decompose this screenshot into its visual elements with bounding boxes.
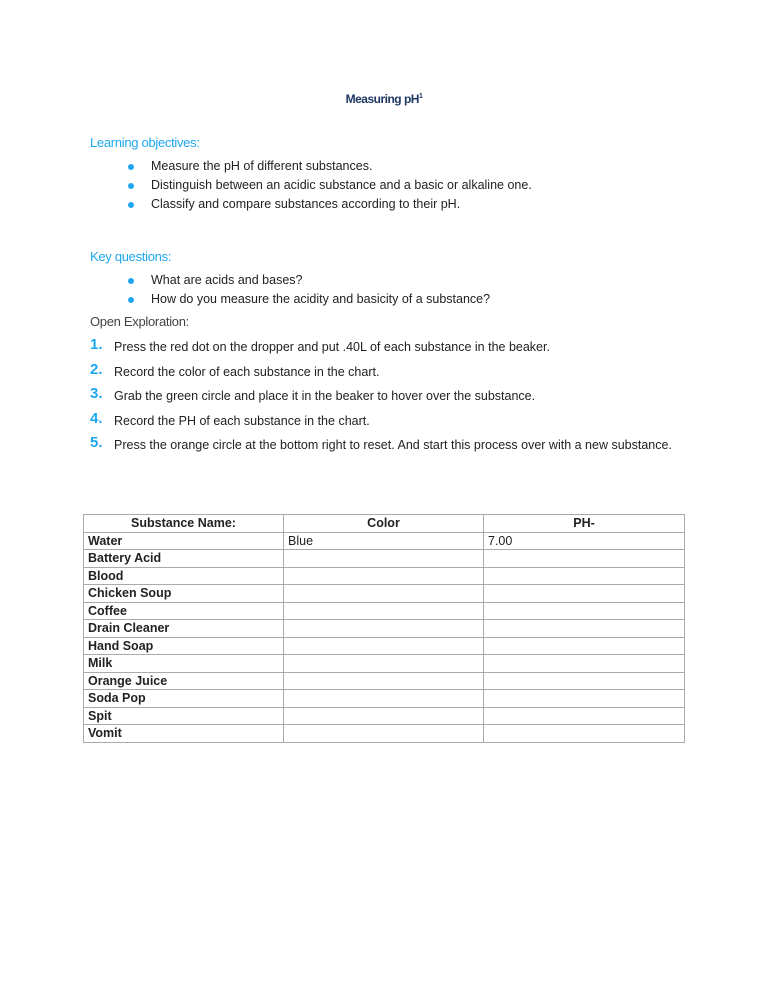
- header-ph: PH-: [484, 515, 685, 533]
- list-item: [127, 195, 532, 214]
- color-cell[interactable]: [284, 585, 484, 603]
- list-item: [127, 290, 490, 309]
- table-row: [84, 690, 685, 708]
- table-row: [84, 585, 685, 603]
- header-substance: Substance Name:: [84, 515, 284, 533]
- color-cell[interactable]: [284, 602, 484, 620]
- color-cell[interactable]: [284, 707, 484, 725]
- ph-cell[interactable]: 7.00: [484, 532, 685, 550]
- step-item: [90, 338, 690, 363]
- step-text: Record the PH of each substance in the chart.: [114, 413, 370, 428]
- table-row: [84, 672, 685, 690]
- page-title: [0, 92, 768, 106]
- table-row: [84, 567, 685, 585]
- item-text: What are acids and bases?: [151, 273, 303, 287]
- step-item: [90, 436, 674, 461]
- learning-objectives-heading: Learning objectives:: [90, 135, 200, 150]
- color-cell[interactable]: [284, 672, 484, 690]
- ph-cell[interactable]: [484, 655, 685, 673]
- table-row: [84, 532, 685, 550]
- table-row: [84, 602, 685, 620]
- color-cell[interactable]: [284, 567, 484, 585]
- ph-cell[interactable]: [484, 637, 685, 655]
- table-header-row: [84, 515, 685, 533]
- list-item: [127, 157, 532, 176]
- bullet-icon: [128, 183, 134, 189]
- substance-cell: Water: [84, 532, 284, 550]
- substance-cell: Soda Pop: [84, 690, 284, 708]
- ph-cell[interactable]: [484, 550, 685, 568]
- open-exploration-heading: Open Exploration:: [90, 314, 189, 329]
- substance-cell: Blood: [84, 567, 284, 585]
- step-number: 1.: [90, 336, 103, 353]
- table-row: [84, 637, 685, 655]
- step-text: Press the orange circle at the bottom right to reset. And start this process over with a new substance.: [114, 438, 672, 452]
- substance-cell: Drain Cleaner: [84, 620, 284, 638]
- bullet-icon: [128, 164, 134, 170]
- table-row: [84, 620, 685, 638]
- header-color: Color: [284, 515, 484, 533]
- substance-cell: Chicken Soup: [84, 585, 284, 603]
- steps-list: [90, 338, 690, 461]
- table-row: [84, 707, 685, 725]
- substance-table: [83, 514, 685, 743]
- substance-cell: Orange Juice: [84, 672, 284, 690]
- learning-objectives-list: [127, 157, 532, 214]
- bullet-icon: [128, 202, 134, 208]
- bullet-icon: [128, 297, 134, 303]
- list-item: [127, 271, 490, 290]
- color-cell[interactable]: Blue: [284, 532, 484, 550]
- step-item: [90, 409, 690, 437]
- table-row: [84, 550, 685, 568]
- step-text: Grab the green circle and place it in the beaker to hover over the substance.: [114, 389, 536, 403]
- substance-cell: Hand Soap: [84, 637, 284, 655]
- table-row: [84, 655, 685, 673]
- substance-cell: Milk: [84, 655, 284, 673]
- ph-cell[interactable]: [484, 567, 685, 585]
- step-text: Record the color of each substance in the chart.: [114, 364, 380, 379]
- ph-cell[interactable]: [484, 707, 685, 725]
- ph-cell[interactable]: [484, 690, 685, 708]
- title-text: Measuring pH: [345, 92, 419, 106]
- color-cell[interactable]: [284, 655, 484, 673]
- color-cell[interactable]: [284, 725, 484, 743]
- step-number: 5.: [90, 434, 103, 451]
- step-number: 2.: [90, 360, 103, 378]
- list-item: [127, 176, 532, 195]
- substance-cell: Coffee: [84, 602, 284, 620]
- color-cell[interactable]: [284, 690, 484, 708]
- substance-cell: Spit: [84, 707, 284, 725]
- step-number: 4.: [90, 409, 103, 427]
- ph-cell[interactable]: [484, 725, 685, 743]
- item-text: Distinguish between an acidic substance and a basic or alkaline one.: [151, 178, 532, 192]
- ph-cell[interactable]: [484, 620, 685, 638]
- substance-cell: Battery Acid: [84, 550, 284, 568]
- table-row: [84, 725, 685, 743]
- color-cell[interactable]: [284, 620, 484, 638]
- ph-cell[interactable]: [484, 602, 685, 620]
- footnote-marker: 1: [418, 93, 423, 100]
- color-cell[interactable]: [284, 550, 484, 568]
- step-item: [90, 360, 690, 388]
- color-cell[interactable]: [284, 637, 484, 655]
- step-text: Press the red dot on the dropper and put .40L of each substance in the beaker.: [114, 340, 550, 354]
- substance-cell: Vomit: [84, 725, 284, 743]
- step-number: 3.: [90, 385, 103, 402]
- item-text: Classify and compare substances according to their pH.: [151, 197, 461, 211]
- key-questions-list: [127, 271, 490, 309]
- item-text: How do you measure the acidity and basicity of a substance?: [151, 292, 491, 306]
- key-questions-heading: Key questions:: [90, 249, 172, 264]
- ph-cell[interactable]: [484, 672, 685, 690]
- ph-cell[interactable]: [484, 585, 685, 603]
- bullet-icon: [128, 278, 134, 284]
- step-item: [90, 387, 690, 412]
- item-text: Measure the pH of different substances.: [151, 159, 373, 173]
